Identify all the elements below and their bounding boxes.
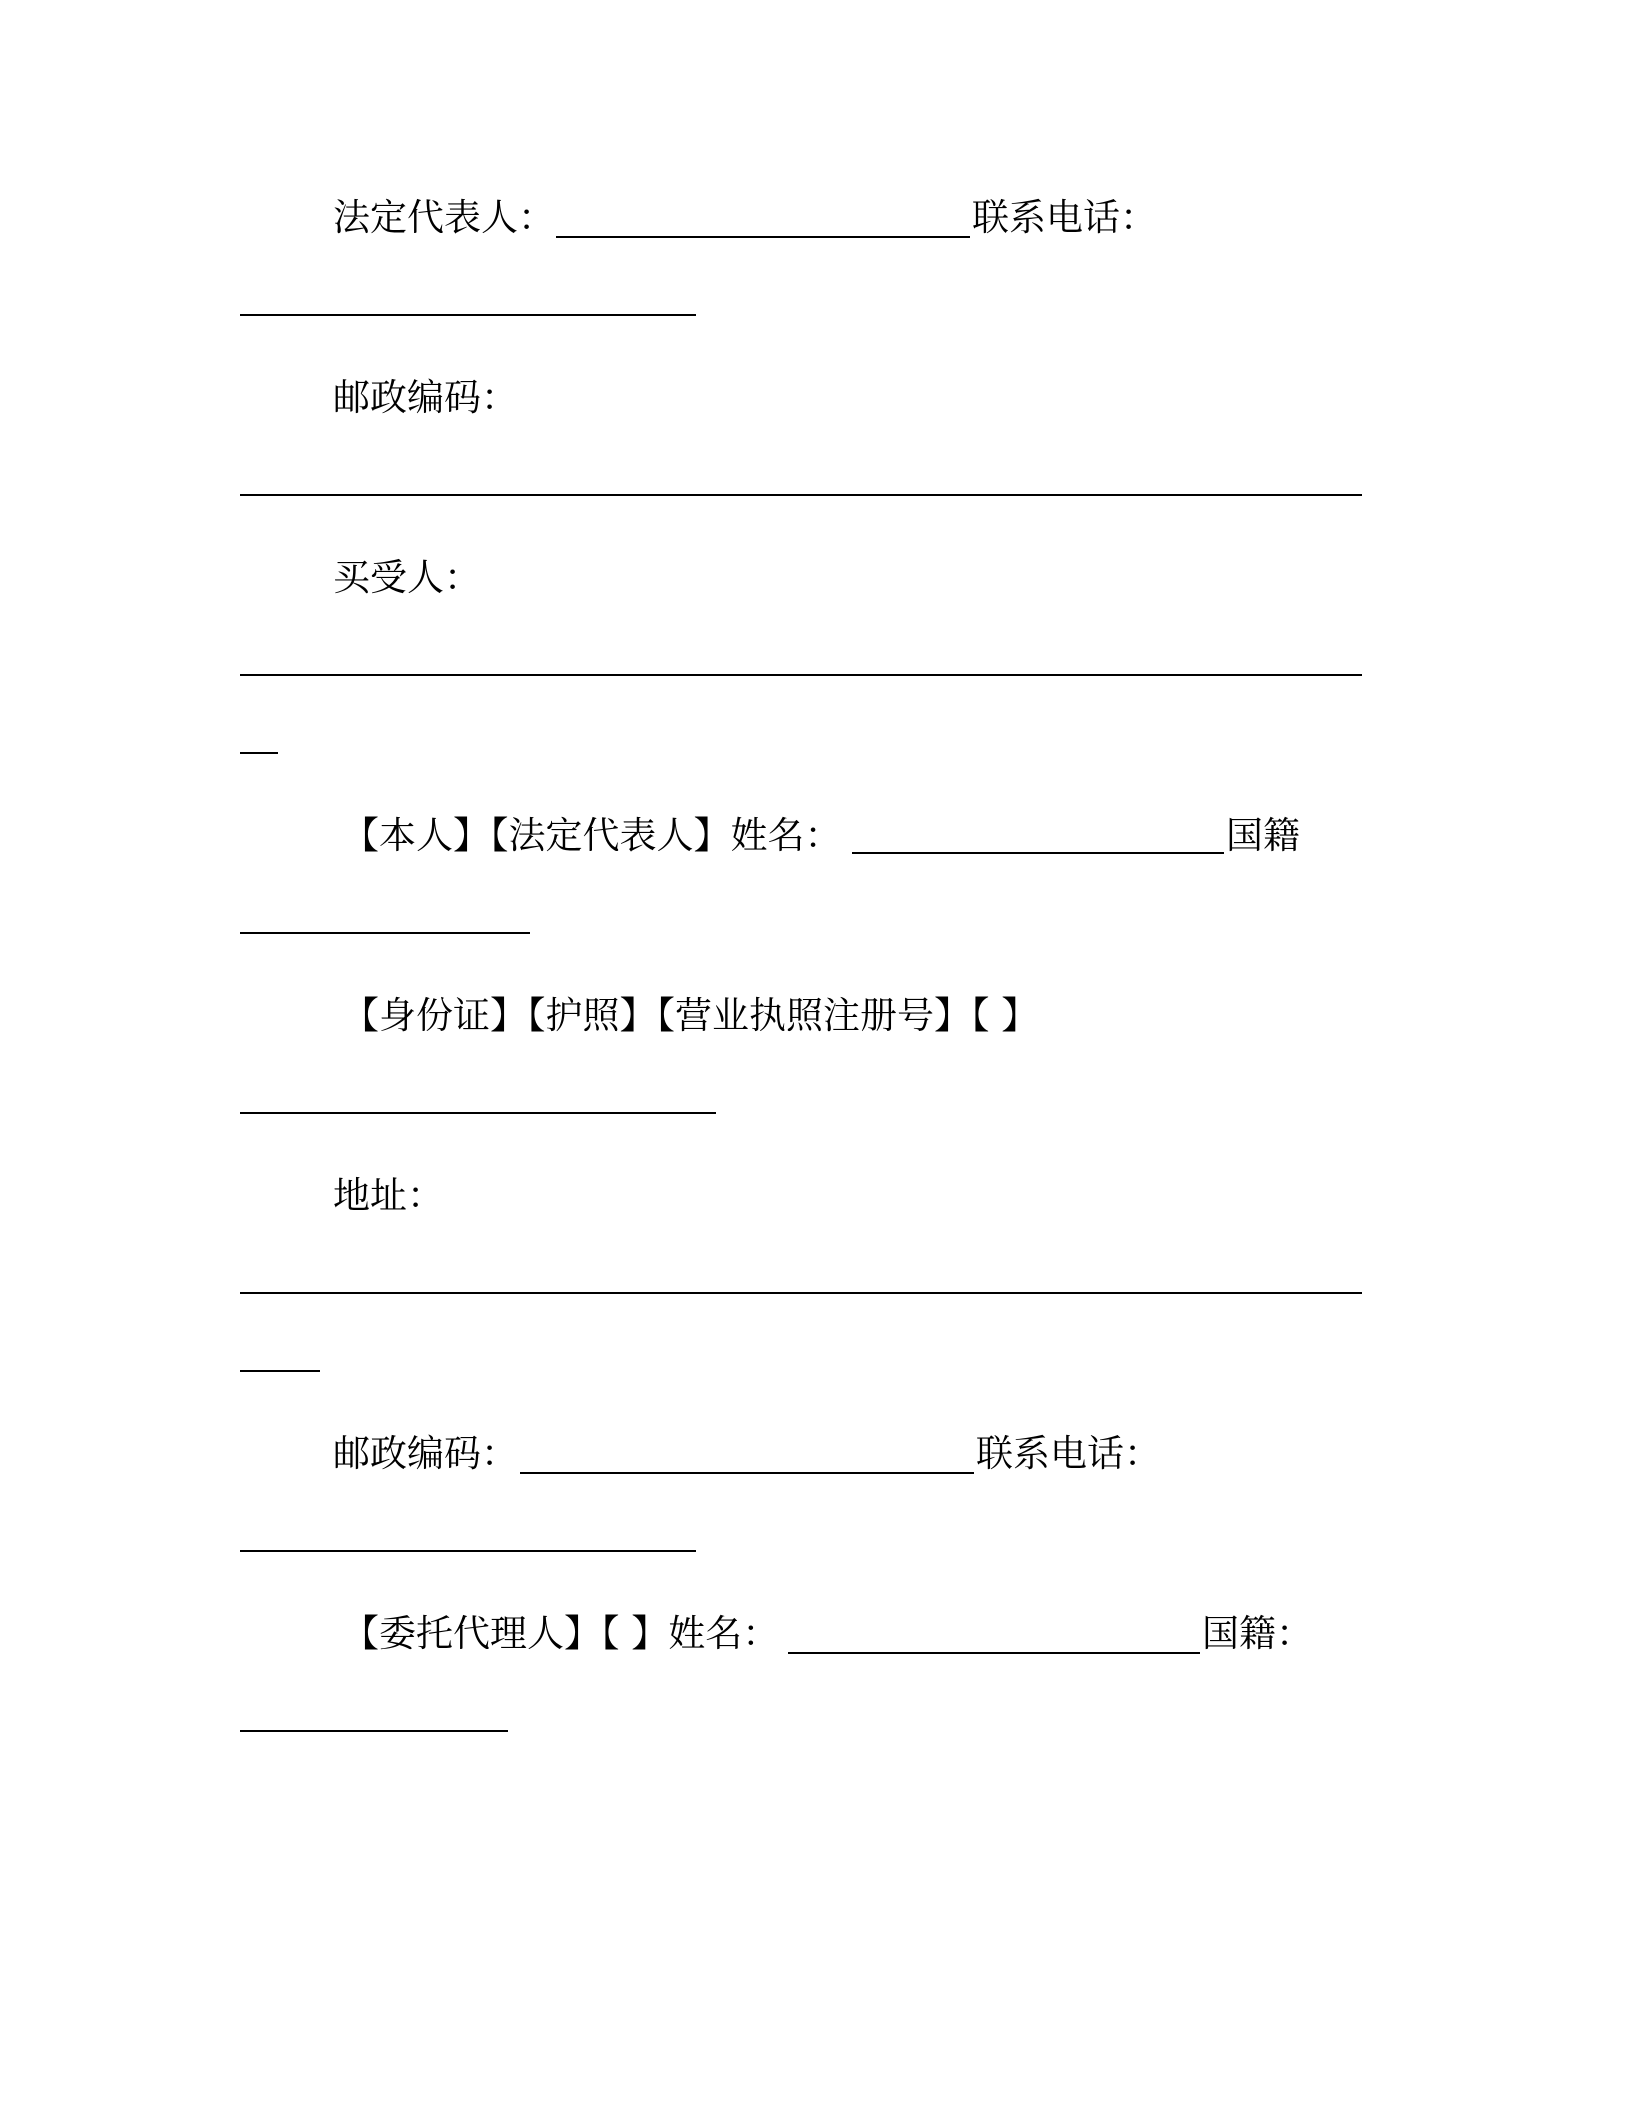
assignee-field-continuation-row <box>0 710 1632 770</box>
identity-nationality-label: 国籍 <box>1226 814 1300 857</box>
postal-code-field-2[interactable] <box>520 1472 974 1474</box>
assignee-label: 买受人： <box>333 556 481 599</box>
identity-name-field[interactable] <box>852 852 1224 854</box>
assignee-field-continuation[interactable] <box>240 752 278 754</box>
identity-nationality-field[interactable] <box>240 932 530 934</box>
agent-nationality-field-row <box>0 1688 1632 1748</box>
agent-nationality-label: 国籍： <box>1202 1612 1313 1655</box>
legal-representative-row <box>0 188 1632 248</box>
postal-code-label-1: 邮政编码： <box>333 376 518 419</box>
postal-code-label-2: 邮政编码： <box>333 1432 518 1475</box>
address-field[interactable] <box>240 1292 1362 1294</box>
legal-representative-phone-row <box>0 272 1632 332</box>
postal-code-phone-field-row <box>0 1508 1632 1568</box>
assignee-row <box>0 548 1632 608</box>
id-types-label: 【身份证】【护照】【营业执照注册号】【 】 <box>342 994 1039 1037</box>
assignee-field[interactable] <box>240 674 1362 676</box>
agent-name-field[interactable] <box>788 1652 1200 1654</box>
agent-nationality-field[interactable] <box>240 1730 508 1732</box>
address-field-row <box>0 1250 1632 1310</box>
postal-code-phone-field[interactable] <box>240 1550 696 1552</box>
agent-row <box>0 1604 1632 1664</box>
postal-code-row-2 <box>0 1424 1632 1484</box>
assignee-field-row <box>0 632 1632 692</box>
postal-code-field-1[interactable] <box>240 494 1362 496</box>
agent-label: 【委托代理人】【 】姓名： <box>342 1612 780 1655</box>
postal-code-field-row-1 <box>0 452 1632 512</box>
identity-name-label: 【本人】【法定代表人】姓名： <box>342 814 842 857</box>
address-label: 地址： <box>333 1174 444 1217</box>
id-number-field-row <box>0 1070 1632 1130</box>
legal-representative-field[interactable] <box>556 236 970 238</box>
address-field-continuation[interactable] <box>240 1370 320 1372</box>
postal-code-row-1 <box>0 368 1632 428</box>
identity-name-row <box>0 806 1632 866</box>
postal-code-phone-label: 联系电话： <box>976 1432 1161 1475</box>
id-types-row <box>0 986 1632 1046</box>
legal-representative-phone-field[interactable] <box>240 314 696 316</box>
legal-representative-phone-label: 联系电话： <box>972 196 1157 239</box>
address-field-continuation-row <box>0 1328 1632 1388</box>
address-row <box>0 1166 1632 1226</box>
id-number-field[interactable] <box>240 1112 716 1114</box>
identity-nationality-field-row <box>0 890 1632 950</box>
legal-representative-label: 法定代表人： <box>333 196 555 239</box>
